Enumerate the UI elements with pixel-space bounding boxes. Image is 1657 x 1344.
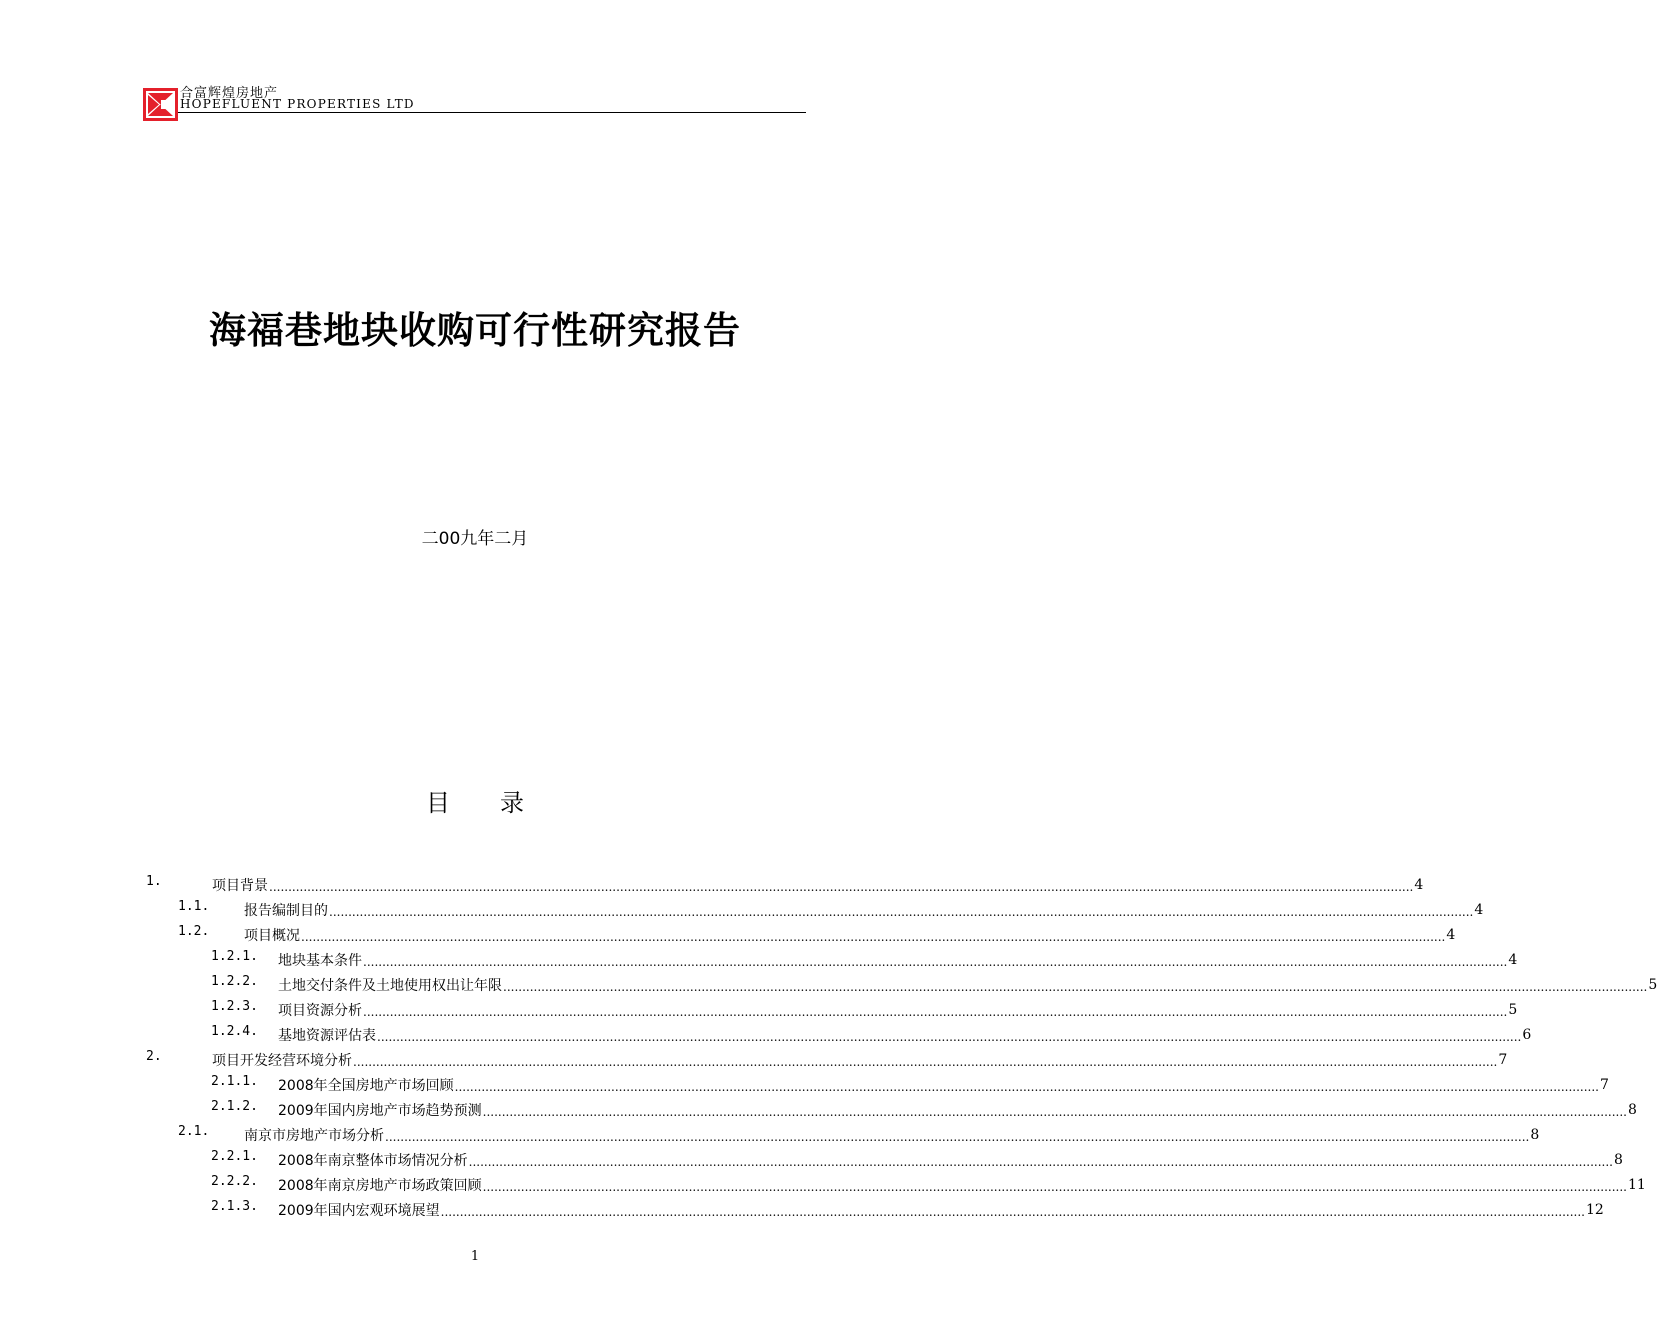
toc-entry[interactable] bbox=[143, 1097, 1637, 1122]
toc-leader-dots: ............................................................................................................................................................................................................................................................................................................ bbox=[468, 1154, 1613, 1169]
toc-leader-dots: ............................................................................................................................................................................................................................................................................................................ bbox=[329, 904, 1474, 919]
toc-entry[interactable] bbox=[143, 872, 1424, 897]
toc-leader-dots: ............................................................................................................................................................................................................................................................................................................ bbox=[482, 1179, 1627, 1194]
toc-entry-title: 2008年南京整体市场情况分析 bbox=[278, 1152, 468, 1169]
toc-entry-title: 2008年全国房地产市场回顾 bbox=[278, 1077, 454, 1094]
toc-entry-page: 8 bbox=[1530, 1126, 1540, 1143]
toc-entry-page: 7 bbox=[1599, 1076, 1609, 1093]
toc-entry[interactable] bbox=[143, 1022, 1532, 1047]
toc-leader-dots: ............................................................................................................................................................................................................................................................................................................ bbox=[363, 954, 1508, 969]
toc-entry-number: 1.2.4. bbox=[211, 1024, 258, 1039]
toc-entry-page: 8 bbox=[1613, 1151, 1623, 1168]
toc-heading bbox=[0, 783, 950, 818]
toc-entry-number: 1.2.3. bbox=[211, 999, 258, 1014]
report-title: 海福巷地块收购可行性研究报告 bbox=[209, 309, 741, 352]
toc-entry-title: 项目开发经营环境分析 bbox=[212, 1052, 352, 1069]
toc-entry-number: 2.1.1. bbox=[211, 1074, 258, 1089]
toc-leader-dots: ............................................................................................................................................................................................................................................................................................................ bbox=[503, 979, 1648, 994]
toc-entry-title: 2008年南京房地产市场政策回顾 bbox=[278, 1177, 482, 1194]
header-rule bbox=[178, 112, 806, 113]
toc-entry-page: 12 bbox=[1585, 1201, 1604, 1218]
page-number: 1 bbox=[470, 1249, 480, 1264]
toc-entry[interactable] bbox=[143, 1197, 1604, 1222]
toc-heading-right: 录 bbox=[500, 789, 524, 817]
toc-entry[interactable] bbox=[143, 947, 1518, 972]
toc-entry-title: 土地交付条件及土地使用权出让年限 bbox=[278, 977, 502, 994]
toc-entry-number: 1.2.1. bbox=[211, 949, 258, 964]
toc-entry[interactable] bbox=[143, 1122, 1540, 1147]
toc-entry[interactable] bbox=[143, 1172, 1646, 1197]
toc-leader-dots: ............................................................................................................................................................................................................................................................................................................ bbox=[363, 1004, 1508, 1019]
toc-leader-dots: ............................................................................................................................................................................................................................................................................................................ bbox=[440, 1204, 1585, 1219]
toc-entry[interactable] bbox=[143, 922, 1456, 947]
toc-entry-title: 项目概况 bbox=[244, 927, 300, 944]
toc-entry[interactable] bbox=[143, 997, 1518, 1022]
toc-entry-page: 11 bbox=[1627, 1176, 1646, 1193]
toc-entry-title: 基地资源评估表 bbox=[278, 1027, 376, 1044]
toc-entry-page: 5 bbox=[1648, 976, 1657, 993]
toc-entry-number: 2.2.2. bbox=[211, 1174, 258, 1189]
toc-entry-number: 2.1. bbox=[178, 1124, 210, 1139]
toc-entry-number: 1.2. bbox=[178, 924, 210, 939]
toc-entry-title: 地块基本条件 bbox=[278, 952, 362, 969]
toc-leader-dots: ............................................................................................................................................................................................................................................................................................................ bbox=[301, 929, 1446, 944]
table-of-contents bbox=[143, 872, 1657, 1222]
toc-leader-dots: ............................................................................................................................................................................................................................................................................................................ bbox=[353, 1054, 1498, 1069]
toc-entry-page: 4 bbox=[1474, 901, 1484, 918]
toc-entry-title: 报告编制目的 bbox=[244, 902, 328, 919]
report-date: 二00九年二月 bbox=[421, 529, 529, 549]
toc-entry[interactable] bbox=[143, 1147, 1623, 1172]
toc-leader-dots: ............................................................................................................................................................................................................................................................................................................ bbox=[454, 1079, 1599, 1094]
toc-entry-number: 2.1.3. bbox=[211, 1199, 258, 1214]
toc-entry[interactable] bbox=[143, 972, 1657, 997]
company-name-cn: 合富辉煌房地产 bbox=[180, 86, 279, 101]
company-name-en: HOPEFLUENT PROPERTIES LTD bbox=[180, 97, 415, 111]
toc-leader-dots: ............................................................................................................................................................................................................................................................................................................ bbox=[269, 879, 1414, 894]
toc-entry-number: 2.2.1. bbox=[211, 1149, 258, 1164]
toc-entry[interactable] bbox=[143, 1047, 1508, 1072]
toc-entry-page: 5 bbox=[1508, 1001, 1518, 1018]
toc-entry-page: 4 bbox=[1508, 951, 1518, 968]
toc-entry-number: 2. bbox=[146, 1049, 162, 1064]
toc-entry-number: 2.1.2. bbox=[211, 1099, 258, 1114]
toc-entry-number: 1.2.2. bbox=[211, 974, 258, 989]
toc-heading-left: 目 bbox=[426, 789, 450, 817]
toc-entry-page: 7 bbox=[1498, 1051, 1508, 1068]
toc-entry-title: 项目资源分析 bbox=[278, 1002, 362, 1019]
toc-entry-page: 4 bbox=[1446, 926, 1456, 943]
toc-entry-title: 2009年国内房地产市场趋势预测 bbox=[278, 1102, 482, 1119]
toc-entry-title: 南京市房地产市场分析 bbox=[244, 1127, 384, 1144]
document-header bbox=[143, 80, 806, 122]
toc-leader-dots: ............................................................................................................................................................................................................................................................................................................ bbox=[377, 1029, 1522, 1044]
toc-entry-title: 2009年国内宏观环境展望 bbox=[278, 1202, 440, 1219]
toc-entry-number: 1. bbox=[146, 874, 162, 889]
toc-entry[interactable] bbox=[143, 1072, 1609, 1097]
toc-entry[interactable] bbox=[143, 897, 1484, 922]
toc-entry-page: 6 bbox=[1522, 1026, 1532, 1043]
company-logo bbox=[143, 88, 178, 121]
toc-entry-page: 4 bbox=[1414, 876, 1424, 893]
toc-leader-dots: ............................................................................................................................................................................................................................................................................................................ bbox=[482, 1104, 1627, 1119]
toc-entry-title: 项目背景 bbox=[212, 877, 268, 894]
toc-leader-dots: ............................................................................................................................................................................................................................................................................................................ bbox=[385, 1129, 1530, 1144]
toc-entry-page: 8 bbox=[1627, 1101, 1637, 1118]
toc-entry-number: 1.1. bbox=[178, 899, 210, 914]
